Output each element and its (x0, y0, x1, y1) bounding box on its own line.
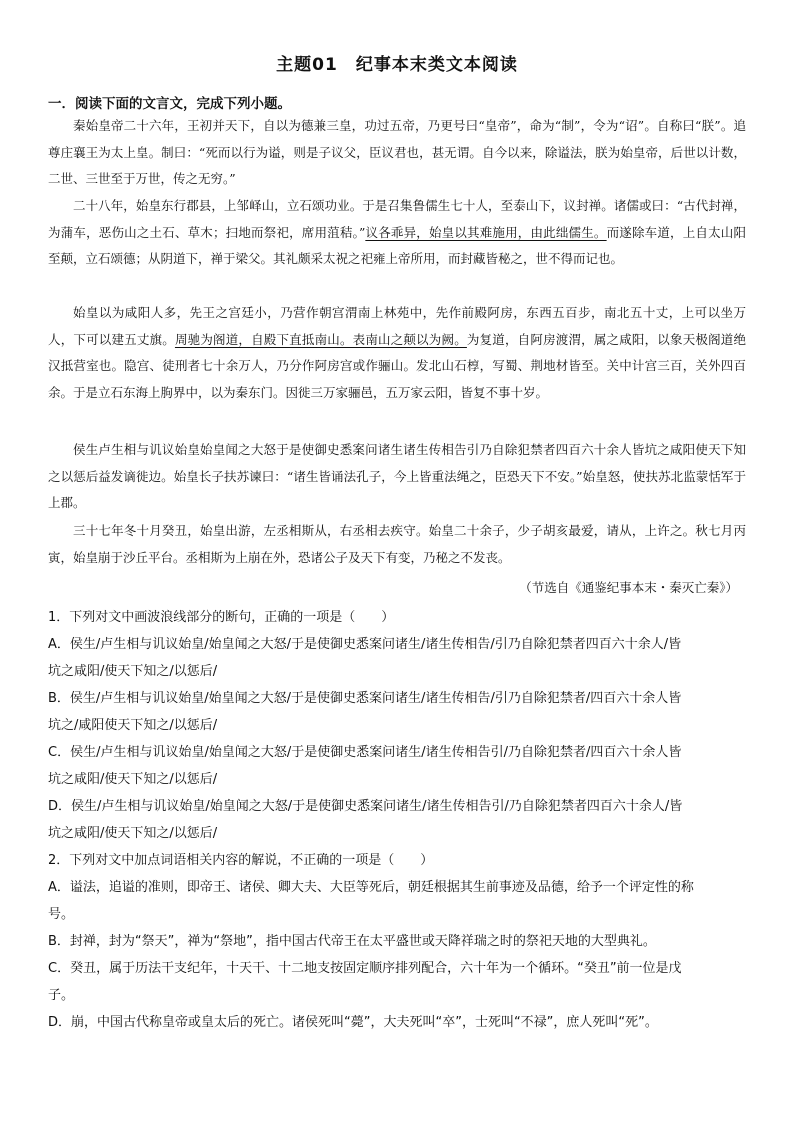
question-1-option-d-cont: 坑之咸阳/使天下知之/以惩后/ (48, 826, 218, 841)
section-heading: 一．阅读下面的文言文，完成下列小题。 (48, 96, 291, 112)
question-1-option-d: D．侯生/卢生相与讥议始皇/始皇闻之大怒/于是使御史悉案问诸生/诸生传相告引/乃自除犯禁者四百六十余人/皆 (48, 799, 683, 814)
source-citation: （节选自《通鉴纪事本末・秦灭亡秦》） (519, 580, 738, 595)
passage-text: 二十八年，始皇东行郡县，上邹峄山，立石颂功业。于是召集鲁儒生七十人，至泰山下，议封禅。诸儒或曰：“古代封禅，为蒲车，恶伤山之土石、草木；扫地而祭祀，席用菹秸。” (48, 198, 746, 240)
question-1-option-b-cont: 坑之/咸阳使天下知之/以惩后/ (48, 718, 218, 733)
passage-paragraph-4 (48, 437, 746, 517)
question-2-option-c-cont: 子。 (48, 988, 75, 1003)
question-1-option-b: B．侯生/卢生相与讥议始皇/始皇闻之大怒/于是使御史悉案问诸生/诸生传相告/引乃自除犯禁者/四百六十余人皆 (48, 691, 682, 706)
question-1-option-a-cont: 坑之咸阳/使天下知之/以惩后/ (48, 664, 218, 679)
question-2-option-b: B．封禅，封为“祭天”，禅为“祭地”，指中国古代帝王在太平盛世或天降祥瑞之时的祭祀天地的大型典礼。 (48, 934, 656, 949)
wavy-line-segment: 侯生卢生相与讥议始皇始皇闻之大怒于是使御史悉案问诸生诸生传相告引乃自除犯禁者四百六十余人皆坑之咸阳使天下知之以惩后益发谪徙边。 (48, 442, 746, 484)
question-1-option-c: C．侯生/卢生相与讥议始皇/始皇闻之大怒/于是使御史悉案问诸生/诸生传相告引/乃自除犯禁者/四百六十余人皆 (48, 745, 682, 760)
underlined-sentence: 周驰为阁道，自殿下直抵南山。表南山之颠以为阙。 (174, 331, 467, 347)
document-title: 主题01 纪事本末类文本阅读 (276, 55, 518, 75)
passage-text: 而遂除车道，上自太山阳至颠，立石颂德；从阴道下，禅于梁父。其礼颇采太祝之祀雍上帝所用，而封藏皆秘之，世不得而记也。 (48, 224, 746, 266)
passage-text: 始皇长子扶苏谏曰：“诸生皆诵法孔子，今上皆重法绳之，臣恐天下不安。”始皇怒，使扶苏北监蒙恬军于上郡。 (48, 468, 746, 510)
passage-paragraph-5: 三十七年冬十月癸丑，始皇出游，左丞相斯从，右丞相去疾守。始皇二十余子，少子胡亥最爱，请从，上许之。秋七月丙寅，始皇崩于沙丘平台。丞相斯为上崩在外，恐诸公子及天下有变，乃秘之不发丧。 (48, 523, 746, 565)
question-2-option-c: C．癸丑，属于历法干支纪年，十天干、十二地支按固定顺序排列配合，六十年为一个循环。“癸丑”前一位是戊 (48, 961, 682, 976)
question-2-option-d: D．崩，中国古代称皇帝或皇太后的死亡。诸侯死叫“薨”，大夫死叫“卒”，士死叫“不禄”，庶人死叫“死”。 (48, 1015, 658, 1030)
underlined-sentence: 议各乖异，始皇以其难施用，由此绌儒生。 (365, 224, 607, 240)
passage-paragraph-2 (48, 193, 746, 273)
questions-section (48, 604, 748, 1036)
question-1-option-c-cont: 坑之咸阳/使天下知之/以惩后/ (48, 772, 218, 787)
passage-text: 始皇以为咸阳人多，先王之宫廷小，乃营作朝宫渭南上林苑中，先作前殿阿房，东西五百步，南北五十丈，上可以坐万人，下可以建五丈旗。 (48, 305, 746, 347)
passage-paragraph-3 (48, 300, 746, 406)
question-1-stem: 1．下列对文中画波浪线部分的断句，正确的一项是（ ） (48, 610, 395, 625)
question-2-stem: 2．下列对文中加点词语相关内容的解说，不正确的一项是（ ） (48, 853, 434, 868)
passage-text: 为复道，自阿房渡渭，属之咸阳，以象天极阁道绝汉抵营室也。隐宫、徒刑者七十余万人，乃分作阿房宫或作骊山。发北山石椁，写蜀、荆地材皆至。关中计宫三百，关外四百余。于是立石东海上朐界中，以为秦东门。因徙三万家骊邑，五万家云阳，皆复不事十岁。 (48, 331, 746, 400)
passage-paragraph-1: 秦始皇帝二十六年，王初并天下，自以为德兼三皇，功过五帝，乃更号曰“皇帝”，命为“制”，令为“诏”。自称曰“朕”。追尊庄襄王为太上皇。制曰：“死而以行为谥，则是子议父，臣议君也，甚无谓。自今以来，除谥法，朕为始皇帝，后世以计数，二世、三世至于万世，传之无穷。” (48, 118, 746, 186)
question-2-option-a: A．谥法，追谥的准则，即帝王、诸侯、卿大夫、大臣等死后，朝廷根据其生前事迹及品德，给予一个评定性的称 (48, 880, 694, 895)
question-1-option-a: A．侯生/卢生相与讥议始皇/始皇闻之大怒/于是使御史悉案问诸生/诸生传相告/引乃自除犯禁者四百六十余人/皆 (48, 637, 682, 652)
question-2-option-a-cont: 号。 (48, 907, 75, 922)
